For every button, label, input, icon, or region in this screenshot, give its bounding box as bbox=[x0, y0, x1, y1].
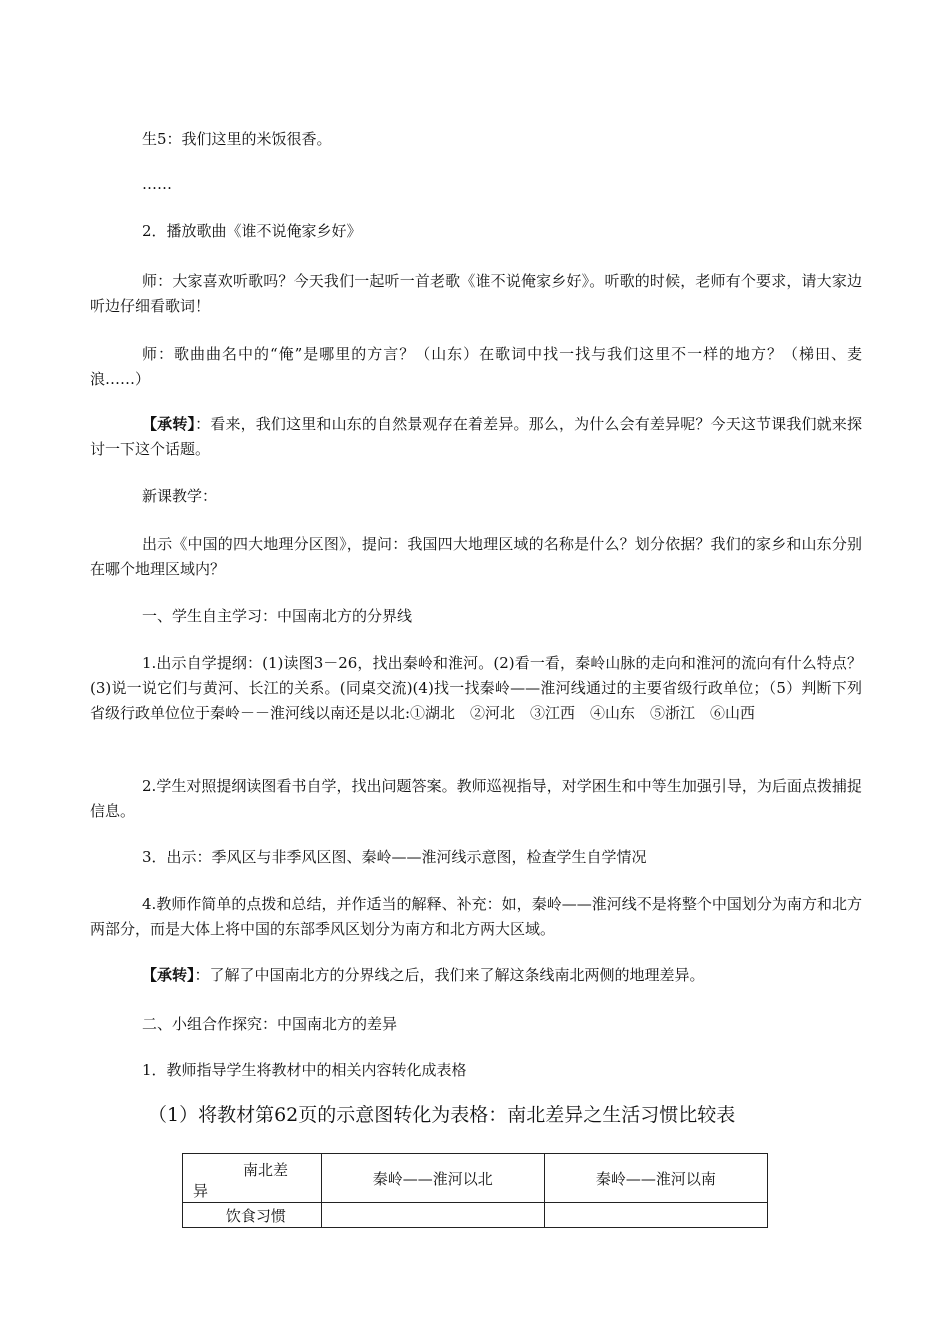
table-header-south: 秦岭——淮河以南 bbox=[544, 1154, 767, 1203]
table-cell-north bbox=[321, 1203, 544, 1228]
section-heading-2: 二、小组合作探究：中国南北方的差异 bbox=[142, 1015, 398, 1033]
paragraph-transition-1 bbox=[90, 412, 862, 462]
table-row bbox=[183, 1203, 768, 1228]
paragraph-student-5: 生5：我们这里的米饭很香。 bbox=[142, 130, 332, 148]
paragraph-table-instruction: 1．教师指导学生将教材中的相关内容转化成表格 bbox=[142, 1061, 467, 1079]
transition-label: 【承转】 bbox=[142, 966, 195, 984]
transition-label: 【承转】 bbox=[142, 415, 196, 433]
table-row-label: 饮食习惯 bbox=[183, 1203, 322, 1228]
paragraph-ellipsis: …… bbox=[142, 175, 172, 193]
table-title: （1）将教材第62页的示意图转化为表格：南北差异之生活习惯比较表 bbox=[148, 1104, 736, 1126]
paragraph-play-song: 2．播放歌曲《谁不说俺家乡好》 bbox=[142, 222, 362, 240]
paragraph-self-study: 2.学生对照提纲读图看书自学，找出问题答案。教师巡视指导，对学困生和中等生加强引导，为后面点拨捕捉信息。 bbox=[90, 777, 862, 820]
section-heading-1: 一、学生自主学习：中国南北方的分界线 bbox=[142, 607, 413, 625]
comparison-table bbox=[182, 1153, 768, 1228]
paragraph-teacher-dialect: 师：歌曲曲名中的“俺”是哪里的方言？（山东）在歌词中找一找与我们这里不一样的地方？（梯田、麦浪……） bbox=[90, 345, 862, 388]
paragraph-new-lesson: 新课教学： bbox=[142, 487, 218, 505]
table-header-north: 秦岭——淮河以北 bbox=[321, 1154, 544, 1203]
paragraph-transition-2 bbox=[90, 963, 862, 988]
transition-text: ：看来，我们这里和山东的自然景观存在着差异。那么，为什么会有差异呢？今天这节课我们就来探讨一下这个话题。 bbox=[90, 415, 862, 458]
paragraph-show-maps: 3．出示：季风区与非季风区图、秦岭——淮河线示意图，检查学生自学情况 bbox=[142, 848, 647, 866]
paragraph-self-study-outline: 1.出示自学提纲：(1)读图3－26，找出秦岭和淮河。(2)看一看，秦岭山脉的走向和淮河的流向有什么特点？(3)说一说它们与黄河、长江的关系。(同桌交流)(4)找一找秦岭——淮河线通过的主要省级行政单位；（5）判断下列省级行政单位位于秦岭－－淮河线以南还是以北:①湖北 ②河北 ③江西 ④山东 ⑤浙江 ⑥山西 bbox=[90, 654, 862, 722]
paragraph-teacher-song: 师：大家喜欢听歌吗？今天我们一起听一首老歌《谁不说俺家乡好》。听歌的时候，老师有个要求，请大家边听边仔细看歌词！ bbox=[90, 272, 862, 315]
transition-text: ：了解了中国南北方的分界线之后，我们来了解这条线南北两侧的地理差异。 bbox=[194, 966, 705, 984]
table-cell-south bbox=[544, 1203, 767, 1228]
table-corner-cell bbox=[183, 1154, 322, 1203]
paragraph-summary: 4.教师作简单的点拨和总结，并作适当的解释、补充：如，秦岭——淮河线不是将整个中国划分为南方和北方两部分，而是大体上将中国的东部季风区划分为南方和北方两大区域。 bbox=[90, 895, 862, 938]
table-header-row bbox=[183, 1154, 768, 1203]
paragraph-show-map: 出示《中国的四大地理分区图》，提问：我国四大地理区域的名称是什么？划分依据？我们的家乡和山东分别在哪个地理区域内？ bbox=[90, 535, 862, 578]
corner-label-bottom: 异 bbox=[193, 1182, 209, 1200]
corner-label-top: 南北差 bbox=[243, 1161, 289, 1179]
